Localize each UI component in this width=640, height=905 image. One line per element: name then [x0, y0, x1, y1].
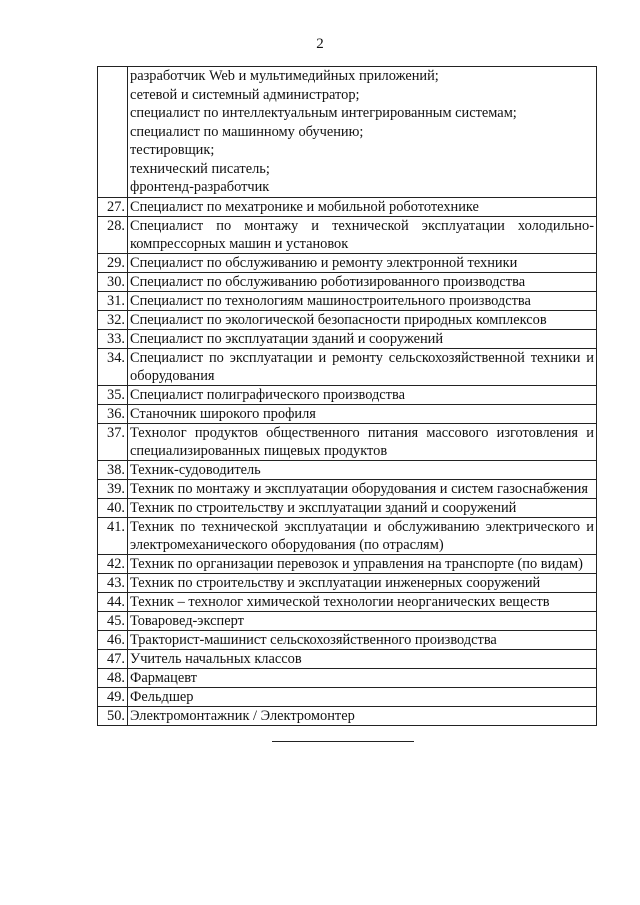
row-text: Техник по организации перевозок и управления на транспорте (по видам) [128, 554, 597, 573]
row-number: 40. [98, 498, 128, 517]
sub-item: тестировщик; [130, 142, 215, 158]
row-text: Техник по монтажу и эксплуатации оборудования и систем газоснабжения [128, 479, 597, 498]
row-number: 45. [98, 611, 128, 630]
table-row [98, 404, 597, 423]
row-number: 42. [98, 554, 128, 573]
row-text: Техник-судоводитель [128, 460, 597, 479]
table-row [98, 592, 597, 611]
row-number: 35. [98, 385, 128, 404]
table-row [98, 573, 597, 592]
row-text: Техник по строительству и эксплуатации инженерных сооружений [128, 573, 597, 592]
row-text: Специалист по монтажу и технической эксплуатации холодильно-компрессорных машин и установок [128, 216, 597, 253]
sub-item: сетевой и системный администратор; [130, 86, 360, 103]
table-row [98, 272, 597, 291]
row-text: Специалист по эксплуатации зданий и сооружений [128, 329, 597, 348]
table-row [98, 687, 597, 706]
row-text: Фельдшер [128, 687, 597, 706]
row-text: Специалист по технологиям машиностроительного производства [128, 291, 597, 310]
table-row [98, 253, 597, 272]
table-row [98, 385, 597, 404]
sub-item-list [128, 67, 597, 198]
table-row [98, 498, 597, 517]
sub-item: специалист по машинному обучению; [130, 123, 364, 140]
row-number: 49. [98, 687, 128, 706]
row-text: Тракторист-машинист сельскохозяйственного производства [128, 630, 597, 649]
table-row [98, 706, 597, 725]
sub-item: технический писатель; [130, 160, 270, 177]
end-of-list-rule [272, 741, 414, 742]
table-row [98, 329, 597, 348]
table-row [98, 517, 597, 554]
page-number: 2 [316, 36, 324, 52]
row-text: Фармацевт [128, 668, 597, 687]
table-row [98, 310, 597, 329]
table-row [98, 423, 597, 460]
table-row [98, 630, 597, 649]
sub-item: разработчик Web и мультимедийных приложений; [130, 68, 439, 84]
row-number: 47. [98, 649, 128, 668]
row-number: 38. [98, 460, 128, 479]
table-row [98, 668, 597, 687]
row-text: Специалист по экологической безопасности природных комплексов [128, 310, 597, 329]
table-row [98, 197, 597, 216]
row-number: 31. [98, 291, 128, 310]
specialty-table [97, 66, 597, 726]
row-text: Специалист по мехатронике и мобильной робототехнике [128, 197, 597, 216]
row-number [98, 67, 128, 198]
row-number: 32. [98, 310, 128, 329]
row-text: Товаровед-эксперт [128, 611, 597, 630]
row-number: 28. [98, 216, 128, 253]
row-text: Специалист по эксплуатации и ремонту сельскохозяйственной техники и оборудования [128, 348, 597, 385]
row-text: Специалист по обслуживанию роботизированного производства [128, 272, 597, 291]
row-text: Станочник широкого профиля [128, 404, 597, 423]
row-number: 48. [98, 668, 128, 687]
row-number: 34. [98, 348, 128, 385]
row-number: 29. [98, 253, 128, 272]
table-row [98, 611, 597, 630]
sub-item: фронтенд-разработчик [130, 179, 270, 195]
table-row [98, 348, 597, 385]
row-number: 37. [98, 423, 128, 460]
row-number: 30. [98, 272, 128, 291]
row-number: 43. [98, 573, 128, 592]
row-number: 33. [98, 329, 128, 348]
row-number: 46. [98, 630, 128, 649]
table-row [98, 67, 597, 198]
row-number: 39. [98, 479, 128, 498]
table-row [98, 291, 597, 310]
row-number: 50. [98, 706, 128, 725]
row-number: 36. [98, 404, 128, 423]
row-number: 27. [98, 197, 128, 216]
row-text: Электромонтажник / Электромонтер [128, 706, 597, 725]
table-row [98, 460, 597, 479]
table-row [98, 216, 597, 253]
row-text: Техник по строительству и эксплуатации зданий и сооружений [128, 498, 597, 517]
row-text: Техник – технолог химической технологии неорганических веществ [128, 592, 597, 611]
table-row [98, 649, 597, 668]
row-text: Техник по технической эксплуатации и обслуживанию электрического и электромеханического оборудования (по отраслям) [128, 517, 597, 554]
sub-item: специалист по интеллектуальным интегрированным системам; [130, 105, 517, 121]
row-text: Специалист по обслуживанию и ремонту электронной техники [128, 253, 597, 272]
row-text: Учитель начальных классов [128, 649, 597, 668]
table-row [98, 554, 597, 573]
row-number: 44. [98, 592, 128, 611]
row-number: 41. [98, 517, 128, 554]
table-row [98, 479, 597, 498]
row-text: Специалист полиграфического производства [128, 385, 597, 404]
row-text: Технолог продуктов общественного питания массового изготовления и специализированных пищевых продуктов [128, 423, 597, 460]
